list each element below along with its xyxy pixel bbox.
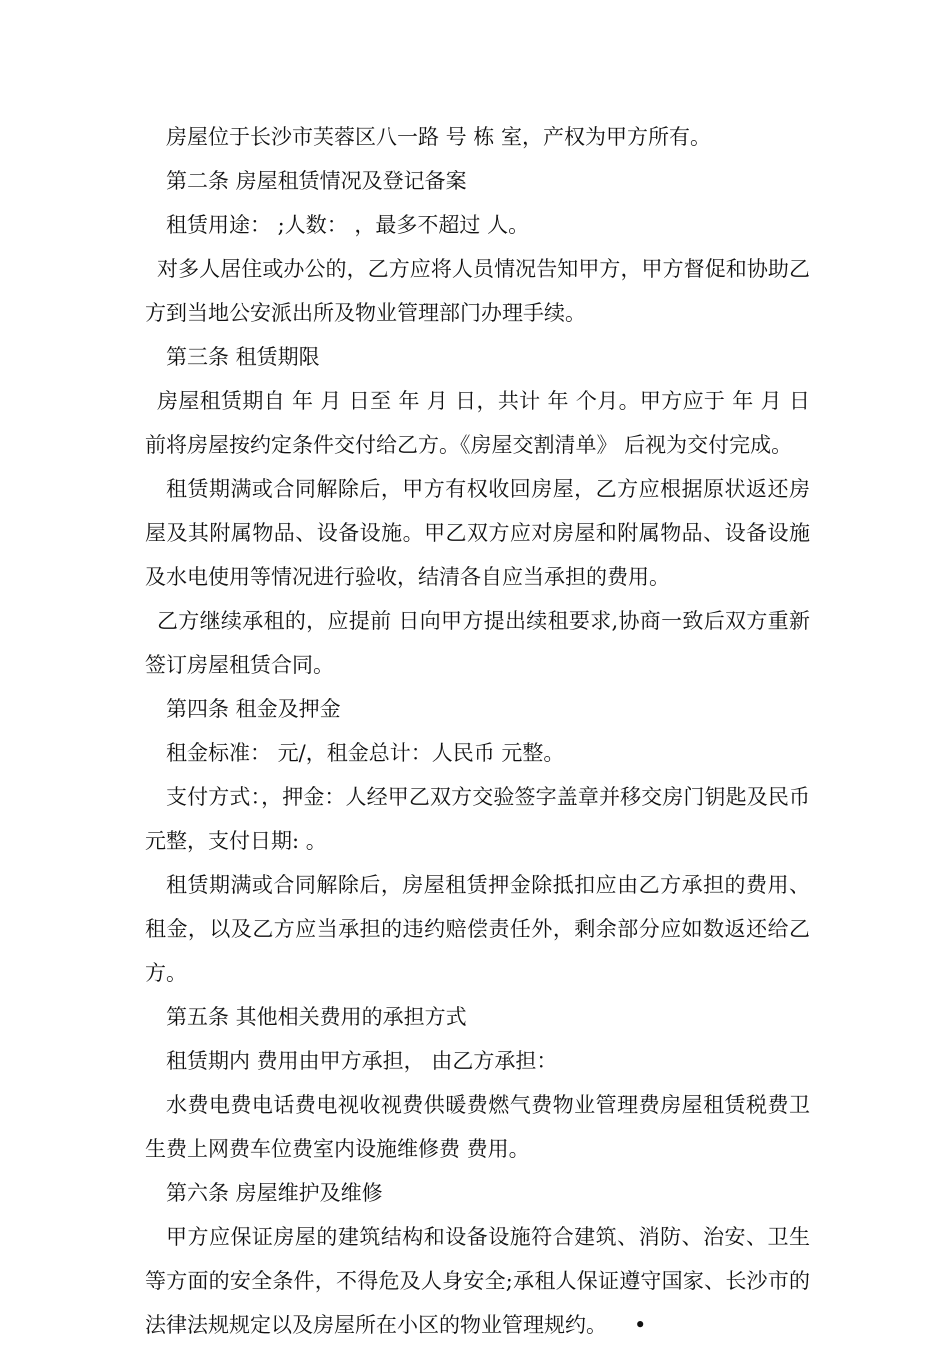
- renewal-paragraph: 乙方继续承租的，应提前 日向甲方提出续租要求,协商一致后双方重新签订房屋租赁合同。: [145, 609, 810, 677]
- article-4-heading: 第四条 租金及押金: [166, 697, 341, 721]
- maintenance-paragraph: [145, 1215, 810, 1347]
- deposit-return-paragraph: 租赁期满或合同解除后，房屋租赁押金除抵扣应由乙方承担的费用、租金，以及乙方应当承担的违约赔偿责任外，剩余部分应如数返还给乙方。: [145, 873, 810, 985]
- trailing-bullet-mark: •: [634, 1313, 647, 1337]
- article-6-heading: 第六条 房屋维护及维修: [166, 1181, 383, 1205]
- contract-body: [145, 115, 810, 1347]
- article-3-heading: 第三条 租赁期限: [166, 345, 320, 369]
- lease-expiry-paragraph: 租赁期满或合同解除后，甲方有权收回房屋，乙方应根据原状返还房屋及其附属物品、设备设施。甲乙双方应对房屋和附属物品、设备设施及水电使用等情况进行验收，结清各自应当承担的费用。: [145, 477, 810, 589]
- article-2-heading: 第二条 房屋租赁情况及登记备案: [166, 169, 467, 193]
- fee-list-paragraph: 水费电费电话费电视收视费供暖费燃气费物业管理费房屋租赁税费卫生费上网费车位费室内设施维修费 费用。: [145, 1093, 810, 1161]
- payment-method-paragraph: 支付方式：，押金：人经甲乙双方交验签字盖章并移交房门钥匙及民币 元整，支付日期: 。: [145, 785, 810, 853]
- article-5-heading: 第五条 其他相关费用的承担方式: [166, 1005, 467, 1029]
- lease-term-paragraph: 房屋租赁期自 年 月 日至 年 月 日，共计 年 个月。甲方应于 年 月 日前将房屋按约定条件交付给乙方。《房屋交割清单》 后视为交付完成。: [145, 389, 810, 457]
- property-location-paragraph: 房屋位于长沙市芙蓉区八一路 号 栋 室，产权为甲方所有。: [166, 125, 712, 149]
- maintenance-text: 甲方应保证房屋的建筑结构和设备设施符合建筑、消防、治安、卫生等方面的安全条件，不得危及人身安全;承租人保证遵守国家、长沙市的法律法规规定以及房屋所在小区的物业管理规约。: [145, 1225, 810, 1337]
- occupants-notice-paragraph: 对多人居住或办公的，乙方应将人员情况告知甲方，甲方督促和协助乙方到当地公安派出所及物业管理部门办理手续。: [145, 257, 810, 325]
- fee-allocation-paragraph: 租赁期内 费用由甲方承担， 由乙方承担：: [166, 1049, 558, 1073]
- lease-use-paragraph: 租赁用途： ;人数： ，最多不超过 人。: [166, 213, 530, 237]
- rent-standard-paragraph: 租金标准： 元/，租金总计：人民币 元整。: [166, 741, 565, 765]
